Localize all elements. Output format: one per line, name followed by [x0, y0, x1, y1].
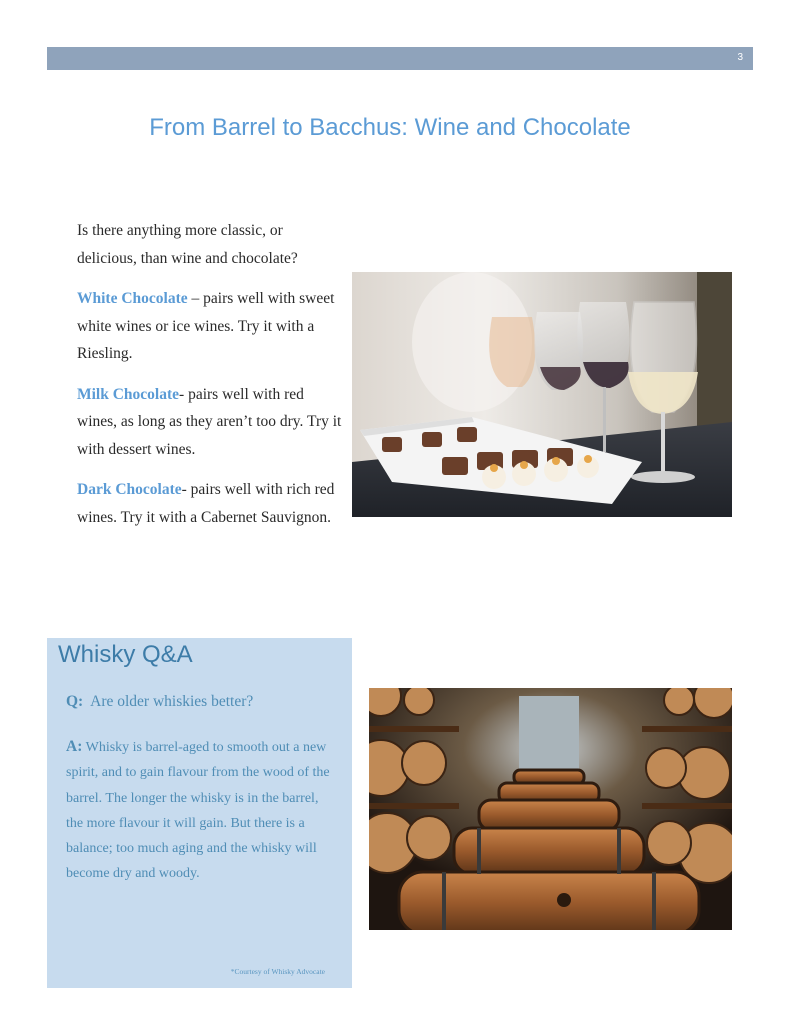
chocolate-name: Dark Chocolate	[77, 481, 182, 498]
chocolate-name: Milk Chocolate	[77, 385, 180, 403]
article-body	[77, 217, 342, 544]
pairing-text: – pairs well with sweet white wines or ice wines. Try it with a Riesling.	[77, 290, 335, 362]
wine-chocolate-photo	[352, 272, 732, 517]
whisky-qa-box	[47, 638, 352, 988]
pairing-paragraph	[77, 285, 342, 368]
header-bar	[47, 47, 753, 70]
pairing-paragraph	[77, 381, 342, 464]
question-key: Q:	[66, 693, 84, 710]
answer-text: Whisky is barrel-aged to smooth out a new spirit, and to gain flavour from the wood of the barrel. The longer the whisky is in the barrel, the more flavour it will gain. But there is a balance; too much aging and the whisky will become dry and woody.	[66, 740, 330, 882]
page-number: 3	[737, 52, 743, 63]
qa-credit: *Courtesy of Whisky Advocate	[230, 967, 325, 976]
pairing-text: - pairs well with red wines, as long as they aren’t too dry. Try it with dessert wines.	[77, 385, 342, 458]
answer-key: A:	[66, 738, 83, 755]
qa-answer	[66, 734, 331, 887]
qa-title: Whisky Q&A	[58, 641, 193, 668]
pairing-text: - pairs well with rich red wines. Try it with a Cabernet Sauvignon.	[77, 481, 335, 526]
chocolate-name: White Chocolate	[77, 290, 188, 307]
intro-paragraph: Is there anything more classic, or delicious, than wine and chocolate?	[77, 222, 298, 267]
question-text: Are older whiskies better?	[90, 693, 254, 710]
pairing-paragraph	[77, 476, 342, 531]
qa-question	[66, 693, 336, 711]
whisky-barrels-photo	[369, 688, 732, 930]
page-title: From Barrel to Bacchus: Wine and Chocolate	[149, 114, 631, 141]
